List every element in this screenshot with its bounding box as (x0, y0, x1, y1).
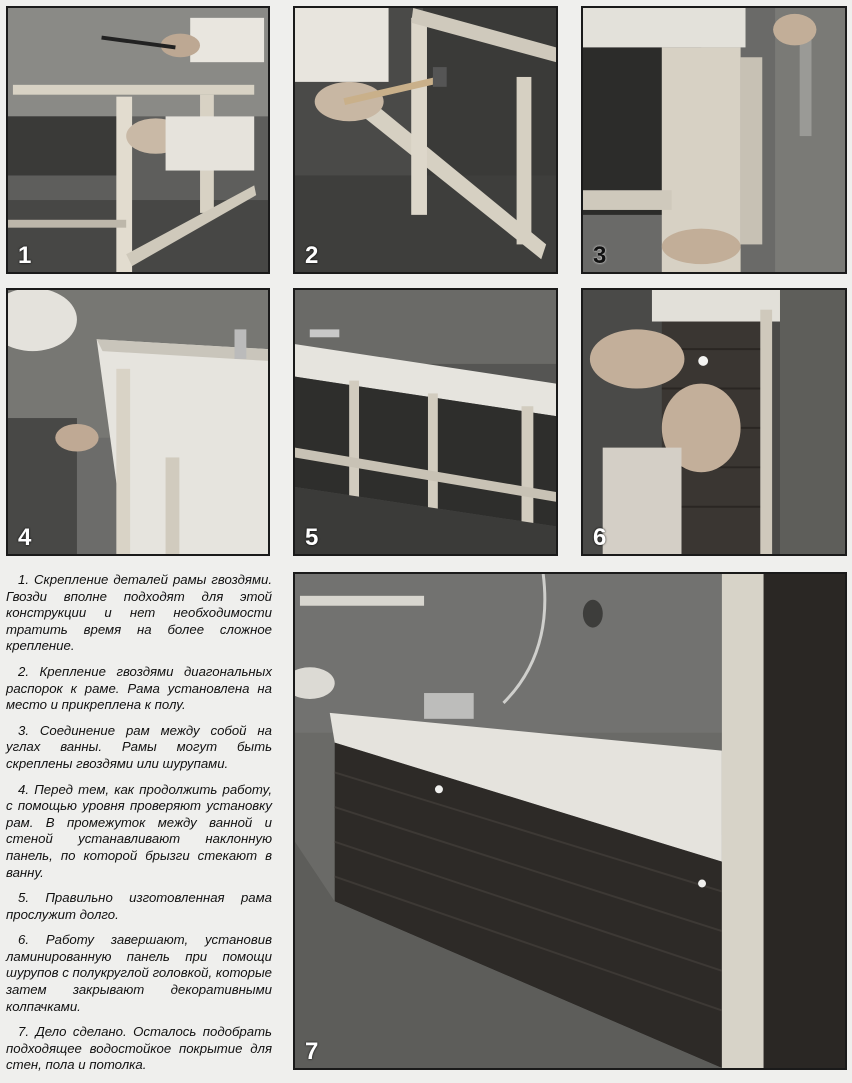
photo-5-image (295, 290, 556, 554)
photo-2-number: 2 (305, 242, 319, 269)
photo-2 (293, 6, 558, 274)
photo-1-number: 1 (18, 242, 32, 269)
caption-2: 2. Крепление гвоздями диагональных распорок к раме. Рама установлена на место и прикреплена к полу. (6, 663, 272, 713)
photo-3-image (583, 8, 845, 272)
caption-3: 3. Соединение рам между собой на углах ванны. Рамы могут быть скреплены гвоздями или шурупами. (6, 722, 272, 771)
photo-2-image (295, 8, 556, 272)
photo-3-number: 3 (593, 242, 607, 269)
photo-1 (6, 6, 270, 274)
photo-6-number: 6 (593, 524, 607, 551)
photo-4-number: 4 (18, 524, 32, 551)
photo-5-number: 5 (305, 524, 319, 551)
photo-5 (293, 288, 558, 556)
photo-7-number: 7 (305, 1038, 319, 1065)
caption-4: 4. Перед тем, как продолжить работу, с помощью уровня проверяют установку рам. В промежуток между ванной и стеной устанавливают наклонную панель, по которой брызги стекают в ванну. (6, 781, 272, 880)
photo-4 (6, 288, 270, 556)
photo-7 (293, 572, 847, 1070)
caption-5: 5. Правильно изготовленная рама прослужит долго. (6, 890, 272, 922)
photo-3 (581, 6, 847, 274)
photo-4-image (8, 290, 268, 554)
photo-1-image (8, 8, 268, 272)
photo-7-image (295, 574, 845, 1068)
photo-6-image (583, 290, 845, 554)
photo-6 (581, 288, 847, 556)
caption-7: 7. Дело сделано. Осталось подобрать подходящее водостойкое покрытие для стен, пола и потолка. (6, 1024, 272, 1073)
caption-1: 1. Скрепление деталей рамы гвоздями. Гвозди вполне подходят для этой конструкции и нет необходимости тратить время на более сложное крепление. (6, 572, 272, 654)
caption-6: 6. Работу завершают, установив ламинированную панель при помощи шурупов с полукруглой головкой, которые затем закрывают декоративными колпачками. (6, 932, 272, 1014)
captions-block (6, 572, 272, 1083)
